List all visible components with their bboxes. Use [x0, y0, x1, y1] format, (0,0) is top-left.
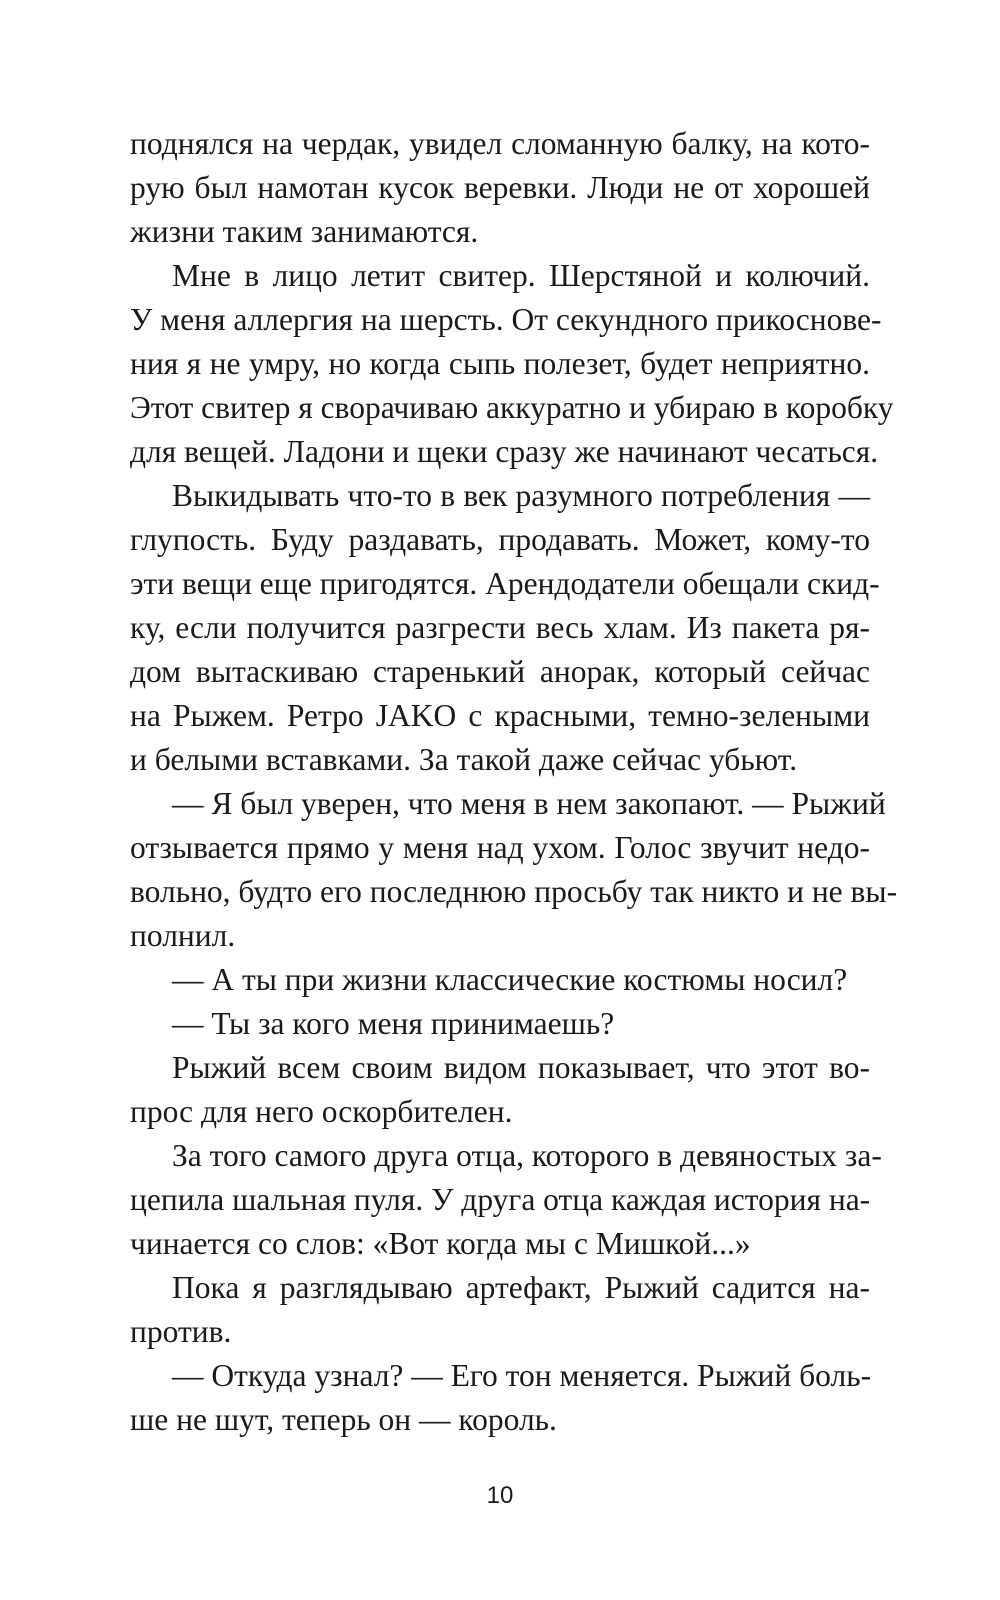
text-line: ше не шут, теперь он — король.	[130, 1402, 557, 1437]
text-line: — Я был уверен, что меня в нем закопают. — Рыжий	[172, 786, 886, 821]
text-line: для вещей. Ладони и щеки сразу же начинают чесаться.	[130, 434, 879, 469]
text-line: и белыми вставками. За такой даже сейчас убьют.	[130, 742, 798, 777]
text-line: Рыжий всем своим видом показывает, что этот во-	[172, 1050, 870, 1085]
text-line: эти вещи еще пригодятся. Арендодатели обещали скид-	[130, 566, 880, 601]
text-line: прос для него оскорбителен.	[130, 1094, 513, 1129]
text-line: — А ты при жизни классические костюмы носил?	[172, 962, 848, 997]
text-line: против.	[130, 1314, 232, 1349]
text-line: вольно, будто его последнюю просьбу так никто и не вы-	[130, 874, 898, 909]
text-line: — Ты за кого меня принимаешь?	[172, 1006, 615, 1041]
text-line: рую был намотан кусок веревки. Люди не от хорошей	[130, 170, 870, 205]
text-line: Пока я разглядываю артефакт, Рыжий садится на-	[172, 1270, 870, 1305]
text-line: цепила шальная пуля. У друга отца каждая история на-	[130, 1182, 871, 1217]
text-line: чинается со слов: «Вот когда мы с Мишкой...»	[130, 1226, 751, 1261]
text-line: глупость. Буду раздавать, продавать. Может, кому-то	[130, 522, 870, 557]
text-line: За того самого друга отца, которого в девяностых за-	[172, 1138, 882, 1173]
page-number: 10	[486, 1482, 514, 1509]
text-line: Этот свитер я сворачиваю аккуратно и убираю в коробку	[130, 390, 894, 425]
text-line: поднялся на чердак, увидел сломанную балку, на кото-	[130, 126, 870, 161]
text-line: ку, если получится разгрести весь хлам. Из пакета ря-	[130, 610, 870, 645]
text-line: ния я не умру, но когда сыпь полезет, будет неприятно.	[130, 346, 870, 381]
text-line: отзывается прямо у меня над ухом. Голос звучит недо-	[130, 830, 870, 865]
text-line: дом вытаскиваю старенький анорак, который сейчас	[130, 654, 870, 689]
text-line: Выкидывать что-то в век разумного потребления —	[172, 478, 870, 513]
text-line: — Откуда узнал? — Его тон меняется. Рыжий боль-	[172, 1358, 872, 1393]
text-line: полнил.	[130, 918, 236, 953]
text-line: Мне в лицо летит свитер. Шерстяной и колючий.	[172, 258, 870, 293]
text-line: на Рыжем. Ретро JAKO с красными, темно-зелеными	[130, 698, 870, 733]
text-line: жизни таким занимаются.	[130, 214, 479, 249]
text-line: У меня аллергия на шерсть. От секундного прикоснове-	[130, 302, 882, 337]
